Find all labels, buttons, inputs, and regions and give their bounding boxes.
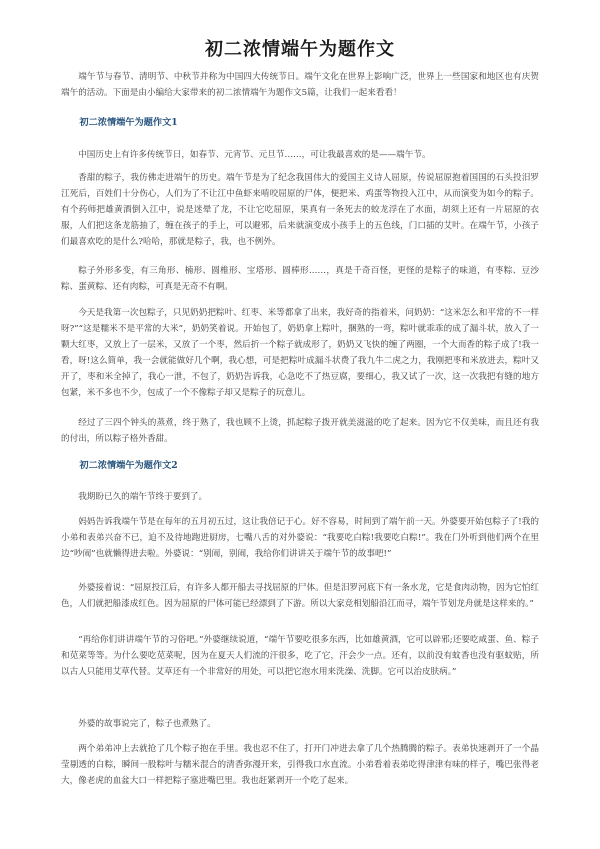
essay2-paragraph-2: 妈妈告诉我端午节是在每年的五月初五过，这让我倍记于心。好不容易，时间到了端午前一天。外婆要开始包粽子了!我的小弟和表弟兴奋不已，迫不及待地跑进厨房，七嘴八舌的对外婆说：“我要吃白粽!我要吃白粽!”。我在门外听到他们两个在里边“吵闹”也就懒得进去啦。外婆说：“别闹，别闹，我给你们讲讲关于端午节的故事吧!”: [61, 517, 539, 559]
essay2-heading: 初二浓情端午为题作文2: [79, 460, 178, 471]
essay1-paragraph-4: 今天是我第一次包粽子，只见奶奶把粽叶、红枣、米等都拿了出来，我好奇的指着米，问奶奶：“这米怎么和平常的不一样呀?”“这是糯米不是平常的大米”，奶奶笑着说。开始包了，奶奶拿上粽叶，捆熟的一弯，粽叶就乖乖的成了漏斗状，放入了一颗大红枣，又放上了一层米，又放了一个枣，然后折一个粽子就成形了，奶奶又飞快的缠了两圈，一个大而香的粽子成了!我一看，呀!这么简单，我一会就能做好几个啊，我心想，可是把粽叶成漏斗状费了我九牛二虎之力，我刚把枣和米放进去，粽叶又开了，枣和米全掉了，我心一泄，不包了，奶奶告诉我，心急吃不了热豆腐，要细心，我又试了一次，这一次我把有缝的地方包紧，米不多也不少，包成了一个不像粽子却又是粽子的玩意儿。: [61, 308, 539, 398]
essay2-paragraph-4: “再给你们讲讲端午节的习俗吧。”外婆继续说道，“端午节要吃很多东西，比如雄黄酒，它可以辟邪;还要吃咸蛋、鱼、粽子和苋菜等等。为什么要吃苋菜呢，因为在夏天人们流的汗很多，吃了它，汗会少一点。还有，以前没有蚊香也没有驱蚊贴，所以古人只能用艾草代替。艾草还有一个非常好的用处，可以把它泡水用来洗澡、洗脚。它可以治皮肤病。”: [61, 635, 539, 677]
essay1-paragraph-5: 经过了三四个钟头的蒸煮，终于熟了，我也顾不上烫，抓起粽子拨开就美滋滋的吃了起来。因为它不仅美味，而且还有我的付出，所以粽子格外香甜。: [61, 418, 539, 444]
essay1-heading: 初二浓情端午为题作文1: [79, 117, 178, 128]
essay2-paragraph-1: 我期盼已久的端午节终于要到了。: [78, 492, 208, 502]
page-title: 初二浓情端午为题作文: [205, 39, 395, 61]
essay1-paragraph-1: 中国历史上有许多传统节日，如春节、元宵节、元旦节……，可让我最喜欢的是——端午节。: [78, 150, 431, 160]
essay1-paragraph-3: 粽子外形多变，有三角形、楠形、圆椎形、宝塔形、圆棒形……，真是千奇百怪，更怪的是粽子的味道，有枣粽、豆沙粽、蛋黄粽、还有肉粽，可真是无奇不有啊。: [61, 266, 539, 292]
essay2-paragraph-5: 外婆的故事说完了，粽子也煮熟了。: [78, 719, 216, 729]
essay2-paragraph-6: 两个弟弟冲上去就抢了几个粽子抱在手里。我也忍不住了，打开门冲进去拿了几个热腾腾的粽子。表弟快速剥开了一个晶莹剔透的白粽，瞬间一股粽叶与糯米混合的清香弥漫开来，引得我口水直流。小弟看着表弟吃得津津有味的样子，嘴巴张得老大，像老虎的血盆大口一样把粽子塞进嘴巴里。我也赶紧剥开一个吃了起来。: [61, 744, 539, 786]
intro-paragraph: 端午节与春节、清明节、中秋节并称为中国四大传统节日。端午文化在世界上影响广泛，世界上一些国家和地区也有庆贺端午的活动。下面是由小编给大家带来的初二浓情端午为题作文5篇，让我们一起来看看！: [61, 72, 539, 98]
essay1-paragraph-2: 香甜的粽子，我仿佛走进端午的历史。端午节是为了纪念我国伟大的爱国主义诗人屈原，传说屈原抱着国国的石头投汨罗江死后，百姓们十分伤心，人们为了不让江中鱼虾来啃咬屈原的尸体，便把米、鸡蛋等物投入江中，从而演变为如今的粽子。有个药师把雄黄酒倒入江中，说是迷晕了龙，不让它吃屈原，果真有一条死去的蛟龙浮在了水面，胡须上还有一片屈原的衣服，人们把这条龙筋抽了，缠在孩子的手上，可以避邪，后来就演变成小孩手上的五色线，门口插的艾叶。在端午节，小孩子们最喜欢吃的是什么?哈哈，那就是粽子，我，也不例外。: [61, 173, 539, 247]
essay2-paragraph-3: 外婆接着说：“屈原投江后，有许多人都开船去寻找屈原的尸体。但是汨罗河底下有一条水龙，它是食肉动物，因为它怕红色，人们就把船漆成红色。因为屈原的尸体可能已经漂到了下游。所以大家竞相划船沿江而寻，端午节划龙舟就是这样来的。”: [61, 583, 539, 609]
